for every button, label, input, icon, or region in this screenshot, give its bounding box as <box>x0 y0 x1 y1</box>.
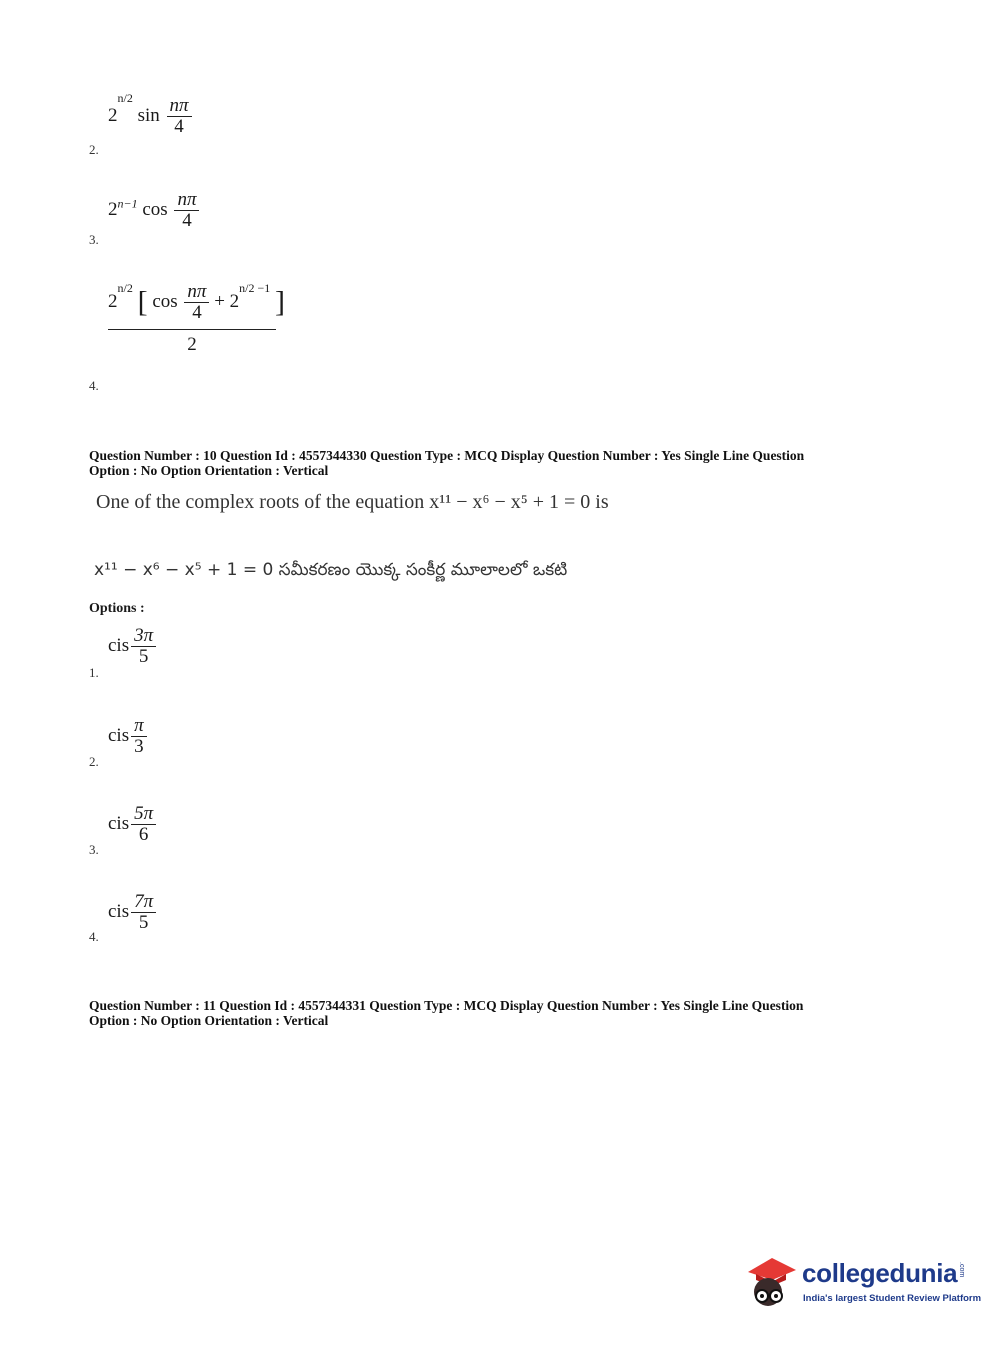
q10-option-3-number: 3. <box>89 842 99 857</box>
prev-option-2-number: 2. <box>89 142 99 157</box>
logo-suffix: .com <box>958 1262 965 1278</box>
q10-option-4-expression: cis $\frac{7\pi}{5}$ <box>108 892 156 933</box>
logo-name: collegedunia <box>802 1258 958 1288</box>
q10-question-english: One of the complex roots of the equation x¹¹ − x⁶ − x⁵ + 1 = 0 is <box>96 491 609 513</box>
q11-meta-line1: Question Number : 11 Question Id : 4557344331 Question Type : MCQ Display Question Number : Yes Single Line Question <box>89 998 804 1013</box>
prev-option-2-expression: $2^{n/2}$ sin $\frac{n\pi}{4}$ <box>108 96 192 137</box>
q10-option-4-number: 4. <box>89 929 99 944</box>
logo-tagline: India's largest Student Review Platform <box>803 1293 982 1304</box>
q10-option-3-expression: cis $\frac{5\pi}{6}$ <box>108 804 156 845</box>
q10-option-2-number: 2. <box>89 754 99 769</box>
prev-option-3-number: 3. <box>89 232 99 247</box>
prev-option-4-denominator: 2 <box>187 334 197 355</box>
mascot-icon <box>742 1250 798 1310</box>
q10-question-telugu: x¹¹ − x⁶ − x⁵ + 1 = 0 సమీకరణం యొక్క సంకీర్ణ మూలాలలో ఒకటి <box>94 560 568 580</box>
prev-option-4-expression: $2^{n/2}$ [ cos $\frac{n\pi}{4}$ + $2^{n/2 -1}$ ] 2 <box>108 280 286 355</box>
q10-meta-line1: Question Number : 10 Question Id : 4557344330 Question Type : MCQ Display Question Number : Yes Single Line Question <box>89 448 805 463</box>
q10-option-1-expression: cis $\frac{3\pi}{5}$ <box>108 626 156 667</box>
q10-options-label: Options : <box>89 601 145 616</box>
q11-meta-line2: Option : No Option Orientation : Vertical <box>89 1013 329 1028</box>
q10-meta <box>89 448 909 478</box>
collegedunia-logo[interactable] <box>742 1250 982 1314</box>
prev-option-3-expression: $2^{n-1}$ cos $\frac{n\pi}{4}$ <box>108 190 199 231</box>
prev-option-4-number: 4. <box>89 378 99 393</box>
q10-option-1-number: 1. <box>89 665 99 680</box>
q10-meta-line2: Option : No Option Orientation : Vertical <box>89 463 329 478</box>
q11-meta <box>89 998 909 1028</box>
q10-option-2-expression: cis $\frac{\pi}{3}$ <box>108 716 147 757</box>
